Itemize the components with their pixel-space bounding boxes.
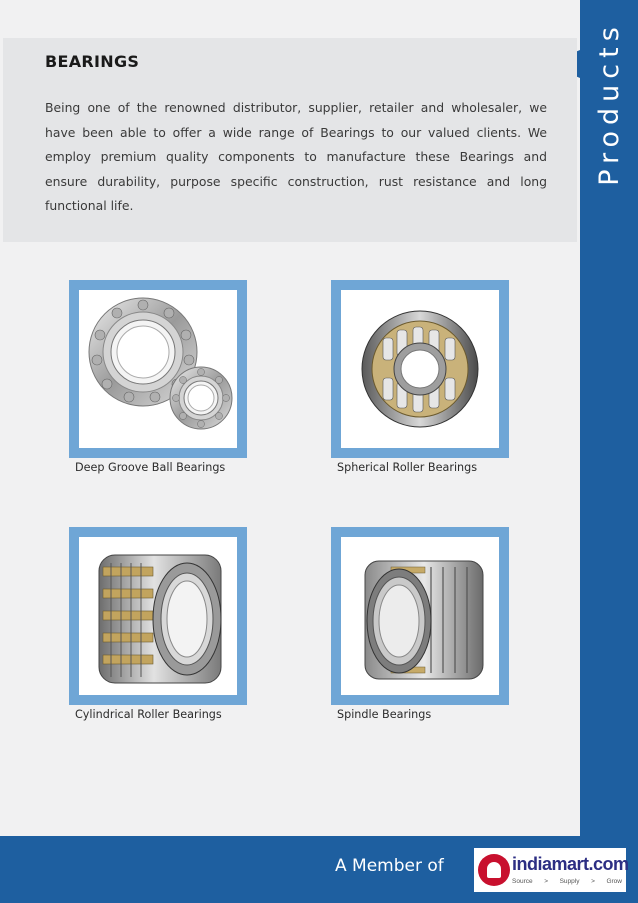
logo-brand-text: indiamart.com (512, 854, 629, 874)
side-ribbon (580, 0, 638, 836)
product-image-frame[interactable] (331, 280, 509, 458)
tagline-word: Grow (606, 878, 622, 885)
footer-bar (0, 836, 638, 903)
product-name[interactable]: Cylindrical Roller Bearings (75, 708, 222, 721)
deep-groove-ball-bearing-image (69, 280, 247, 458)
indiamart-logo[interactable] (474, 848, 629, 892)
intro-section (3, 38, 577, 242)
indiamart-logo-icon (478, 854, 510, 886)
tagline-word: Source (512, 878, 533, 885)
tagline-separator: > (591, 878, 595, 885)
intro-paragraph: Being one of the renowned distributor, supplier, retailer and wholesaler, we have been able to offer a wide range of Bearings to our valued clients. We employ premium quality components to manufacture these Bearings and ensure durability, purpose specific construction, rust resistance and long functional life. (45, 100, 547, 213)
tagline-separator: > (544, 878, 548, 885)
tagline-word: Supply (559, 878, 580, 885)
member-text: A Member of (335, 856, 444, 876)
product-name[interactable]: Spindle Bearings (337, 708, 432, 721)
product-image-frame[interactable] (331, 527, 509, 705)
ribbon-title: Products (593, 20, 625, 186)
spindle-bearing-image (331, 527, 509, 705)
page-title: BEARINGS (45, 52, 140, 71)
product-name[interactable]: Spherical Roller Bearings (337, 461, 478, 474)
product-image-frame[interactable] (69, 280, 247, 458)
logo-tagline (512, 878, 622, 885)
cylindrical-roller-bearing-image (69, 527, 247, 705)
spherical-roller-bearing-image (331, 280, 509, 458)
ribbon-title-wrap (580, 18, 638, 188)
product-image-frame[interactable] (69, 527, 247, 705)
product-name[interactable]: Deep Groove Ball Bearings (75, 461, 226, 474)
